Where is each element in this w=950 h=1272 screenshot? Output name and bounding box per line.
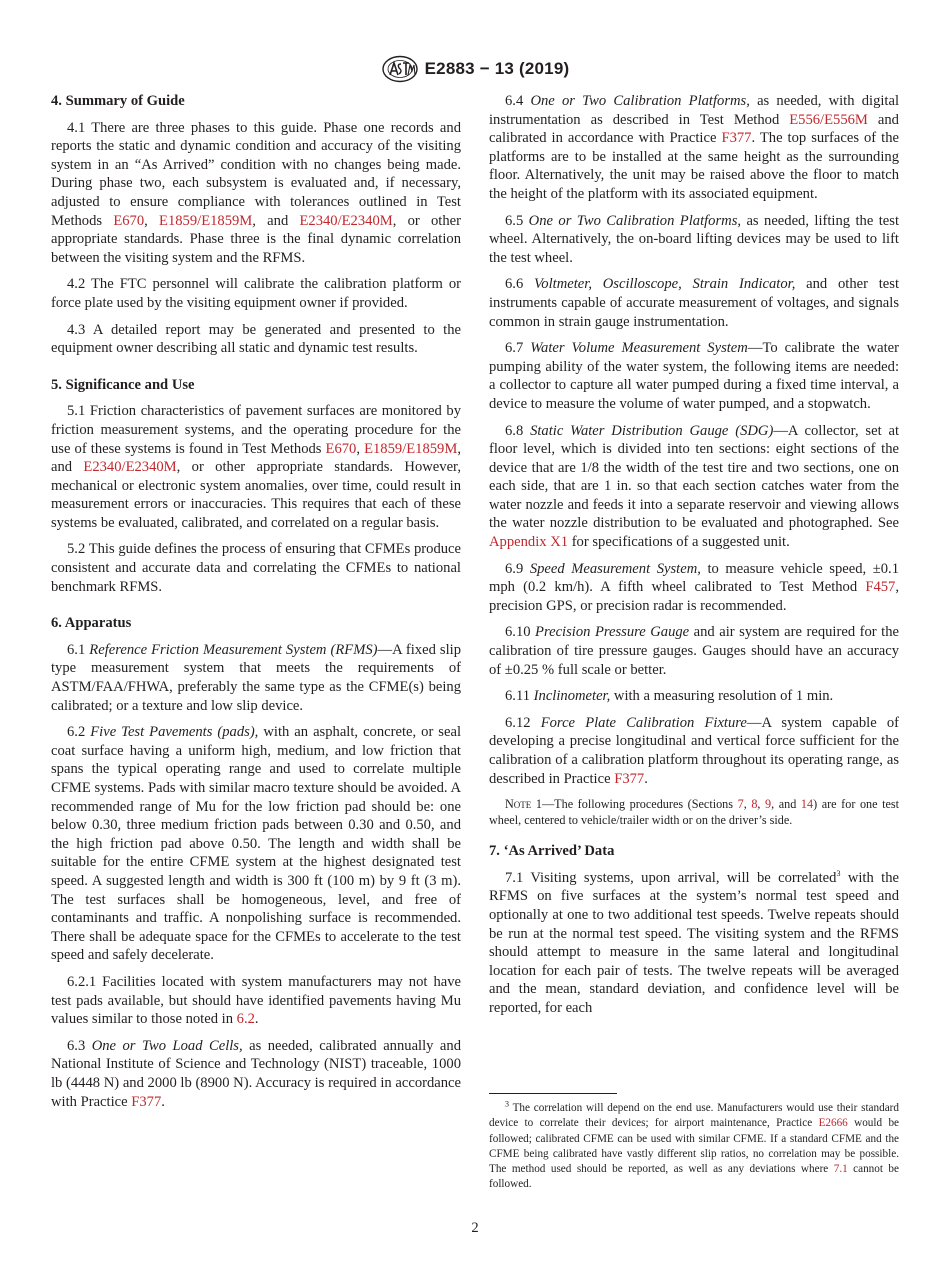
text: . <box>161 1093 165 1110</box>
paragraph-5-1 <box>51 402 461 532</box>
paragraph-6-5 <box>489 212 899 268</box>
text: . <box>644 770 648 787</box>
term: Force Plate Calibration Fixture <box>540 714 747 731</box>
note-label: Note 1 <box>505 797 542 812</box>
paragraph-6-7 <box>489 339 899 413</box>
text: , <box>144 212 160 229</box>
term: One or Two Calibration Platforms, <box>528 212 742 229</box>
paragraph-6-10 <box>489 623 899 679</box>
paragraph-4-2: 4.2 The FTC personnel will calibrate the calibration platform or force plate used by the visiting equipment owner if provided. <box>51 276 461 311</box>
text: , precision GPS, or precision radar is recommended. <box>489 579 899 614</box>
text: , <box>356 440 365 457</box>
ref-link[interactable]: Appendix X1 <box>489 534 569 551</box>
term: Five Test Pavements (pads), <box>90 724 259 741</box>
right-column <box>489 92 899 1026</box>
ref-link[interactable]: 6.2 <box>236 1011 255 1028</box>
paragraph-6-6 <box>489 275 899 331</box>
document-designation: E2883 − 13 (2019) <box>424 59 570 78</box>
ref-link[interactable]: E670 <box>113 212 145 229</box>
ref-link[interactable]: 14 <box>800 797 814 812</box>
section-heading: 5. Significance and Use <box>51 376 195 393</box>
paragraph-6-9 <box>489 560 899 616</box>
text: as needed, with digital instrumentation as described in Test Method <box>489 93 900 128</box>
ref-link[interactable]: F377 <box>131 1093 162 1110</box>
text: 6.2 <box>67 724 91 741</box>
term: Static Water Distribution Gauge (SDG) <box>530 422 774 439</box>
text: . <box>254 1011 259 1028</box>
ref-link[interactable]: 8 <box>751 797 758 812</box>
ref-link[interactable]: E2340/E2340M <box>299 212 393 229</box>
ref-link[interactable]: E556/E556M <box>789 111 868 128</box>
text: 7.1 Visiting systems, upon arrival, will be correlated <box>505 869 837 886</box>
paragraph-6-12 <box>489 714 899 788</box>
text: , or other appropriate standards. However, mechanical or electronic system anomalies, over time, could result in measurement errors or inaccuracies. This requires that each of these systems be evaluated, calibrated, and correlated on a regular basis. <box>51 459 461 531</box>
paragraph-6-1 <box>51 641 461 715</box>
text: and calibrated in accordance with Practice <box>489 111 899 147</box>
paragraph-7-1 <box>489 869 899 1018</box>
text: , and <box>771 797 801 812</box>
paragraph-5-2: 5.2 This guide defines the process of ensuring that CFMEs produce consistent and accurate data and correlating the CFMEs to national benchmark RFMS. <box>51 541 461 595</box>
ref-link[interactable]: E2666 <box>818 1117 848 1130</box>
text: 6.4 <box>505 93 531 109</box>
footnote-3 <box>489 1101 899 1193</box>
text: to measure vehicle speed, ±0.1 mph (0.2 km/h). A fifth wheel calibrated to Test Method <box>489 560 899 596</box>
text: 6.6 <box>505 276 535 293</box>
paragraph-6-8 <box>489 422 899 552</box>
page-header <box>0 54 950 84</box>
text: , and <box>51 440 461 476</box>
text: , or other appropriate standards. Phase three is the final dynamic correlation between the visiting system and the RFMS. <box>51 212 461 266</box>
term: Precision Pressure Gauge <box>535 624 690 641</box>
text: 6.8 <box>505 422 531 439</box>
term: Reference Friction Measurement System (RFMS) <box>89 641 378 658</box>
text: —A collector, set at floor level, which is divided into ten sections: eight sections of the device that are 1/8 the width of the test tire and two sections, one on each side, that are 1 in. so that each section catches water from the water nozzle and feeds it into a separate reservoir and viewing allows the water nozzle distribution to be evaluated and photographed. See <box>489 422 900 532</box>
text: would be followed; calibrated CFME can be used with similar CFME. If a standard CFME and the CFME being calibrated have vastly different slip ratios, no correlation may be possible. The method used should be reported, as well as any deviations where <box>489 1117 900 1176</box>
text: and air system are required for the calibration of tire pressure gauges. Gauges should have an accuracy of ±0.25 % full scale or better. <box>489 624 899 678</box>
paragraph-6-3 <box>51 1037 461 1111</box>
term: One or Two Load Cells, <box>91 1037 243 1054</box>
term: One or Two Calibration Platforms, <box>530 93 750 109</box>
term: Speed Measurement System, <box>529 560 701 577</box>
text: 4.1 There are three phases to this guide. Phase one records and reports the static and dynamic condition and accuracy of the visiting system in an “As Arrived” condition with no changes being made. During phase two, each subsystem is evaluated and, if necessary, adjusted to ensure compliance with tolerances outlined in Test Methods <box>51 119 461 229</box>
text: with a measuring resolution of 1 min. <box>610 688 834 705</box>
ref-link[interactable]: 7.1 <box>833 1163 848 1176</box>
text: 6.12 <box>505 714 541 731</box>
text: —The following procedures (Sections <box>541 797 738 812</box>
paragraph-6-2 <box>51 723 461 965</box>
text: with the RFMS on five surfaces at the system’s normal test speed and optionally at one to two additional test speeds. Twelve repeats should be run at the normal test speed. The visiting system and the RFMS should attempt to measure in the same lateral and longitudinal location for each pair of tests. The twelve repeats will be averaged and the mean, standard deviation, and confidence level will be reported, for each <box>489 869 900 1016</box>
footnote-marker: 3 <box>836 868 841 878</box>
text: with an asphalt, concrete, or seal coat surface having a uniform high, medium, and low friction that spans the typical operating range and used to correlate multiple CFME systems. Pads with similar macro texture should be avoided. A recommended range of Mu for the low friction pad should be: one below 0.30, three medium friction pads between 0.30 and 0.50, and the high friction pad above 0.50. The length and width shall be suitable for the entire CFME system at the highest designated test speed. A suggested length and width is 300 ft (100 m) by 9 ft (3 m). The test surfaces shall be homogeneous, level, and free of contaminants and traffic. A nonpolishing surface is recommended. There shall be adequate space for the CFMEs to accelerate to the test speed and safely decelerate. <box>51 724 461 964</box>
text: 6.2.1 Facilities located with system manufacturers may not have test pads available, but should have identified pavements having Mu values similar to those noted in <box>51 973 461 1028</box>
ref-link[interactable]: F377 <box>721 130 752 147</box>
ref-link[interactable]: E2340/E2340M <box>83 459 177 476</box>
ref-link[interactable]: E1859/E1859M <box>159 212 253 229</box>
section-heading: 4. Summary of Guide <box>51 93 185 109</box>
section-heading: 7. ‘As Arrived’ Data <box>489 843 615 860</box>
text: —A system capable of developing a precise longitudinal and vertical force sufficient for the calibration of a calibration platform throughout its operating range, as described in Practice <box>489 714 900 787</box>
ref-link[interactable]: 7 <box>737 797 744 812</box>
text: 6.11 <box>505 688 534 705</box>
text: 6.3 <box>67 1037 92 1054</box>
text: 6.9 <box>505 560 530 577</box>
text: 6.1 <box>67 641 90 658</box>
text: —To calibrate the water pumping ability of the water system, the following items are needed: a collector to capture all water pumped during a fixed time interval, a device to measure the volume of water pumped, and a stopwatch. <box>489 340 900 412</box>
paragraph-6-4 <box>489 92 899 204</box>
section-heading: 6. Apparatus <box>51 615 132 632</box>
ref-link[interactable]: F377 <box>614 770 645 787</box>
text: as needed, lifting the test wheel. Alternatively, the on-board lifting devices may be used to lift the test wheel. <box>489 212 900 266</box>
text: . The top surfaces of the platforms are to be installed at the same height as the surrounding floor. Alternatively, the unit may be raised above the floor to match the height of the platform with its associated equipment. <box>489 130 899 202</box>
paragraph-6-2-1 <box>51 973 461 1029</box>
text: 6.7 <box>505 340 531 357</box>
text: 5.1 Friction characteristics of pavement surfaces are monitored by friction measurement systems, and the operating procedure for the use of these systems is found in Test Methods <box>51 403 461 457</box>
text: , <box>743 797 752 812</box>
footnote-number: 3 <box>505 1099 509 1109</box>
term: Voltmeter, Oscilloscope, Strain Indicator, <box>534 276 796 293</box>
text: , and <box>252 212 300 229</box>
ref-link[interactable]: F457 <box>865 579 896 596</box>
text: , <box>757 797 766 812</box>
term: Inclinometer, <box>533 688 611 705</box>
paragraph-4-1 <box>51 119 461 268</box>
text: ) are for one test wheel, centered to vehicle/trailer width or on the driver’s side. <box>489 797 900 828</box>
text: 6.5 <box>505 212 529 229</box>
page-number: 2 <box>471 1220 479 1236</box>
paragraph-4-3: 4.3 A detailed report may be generated and presented to the equipment owner describing all static and dynamic test results. <box>51 321 461 357</box>
text: —A fixed slip type measurement system that meets the requirements of ASTM/FAA/FHWA, preferably the same type as the CFME(s) being calibrated; or a texture and low slip device. <box>51 641 462 714</box>
text: as needed, calibrated annually and National Institute of Science and Technology (NIST) traceable, 1000 lb (4448 N) and 2000 lb (8900 N). Accuracy is required in accordance with Practice <box>51 1037 461 1110</box>
ref-link[interactable]: E1859/E1859M <box>364 440 458 457</box>
ref-link[interactable]: 9 <box>765 797 772 812</box>
astm-logo-icon <box>381 55 419 83</box>
text: cannot be followed. <box>489 1163 899 1191</box>
ref-link[interactable]: E670 <box>325 440 357 457</box>
text: 6.10 <box>505 624 536 641</box>
paragraph-6-11 <box>489 687 899 706</box>
note-1 <box>489 796 899 828</box>
footnote-divider <box>489 1093 617 1094</box>
term: Water Volume Measurement System <box>530 340 748 357</box>
text: The correlation will depend on the end use. Manufacturers would use their standard device to correlate their devices; for airport maintenance, Practice <box>489 1102 899 1130</box>
text: for specifications of a suggested unit. <box>568 534 790 551</box>
left-column <box>51 92 461 1119</box>
text: and other test instruments capable of accurate measurement of voltages, and signals common in strain gauge instrumentation. <box>489 276 899 330</box>
